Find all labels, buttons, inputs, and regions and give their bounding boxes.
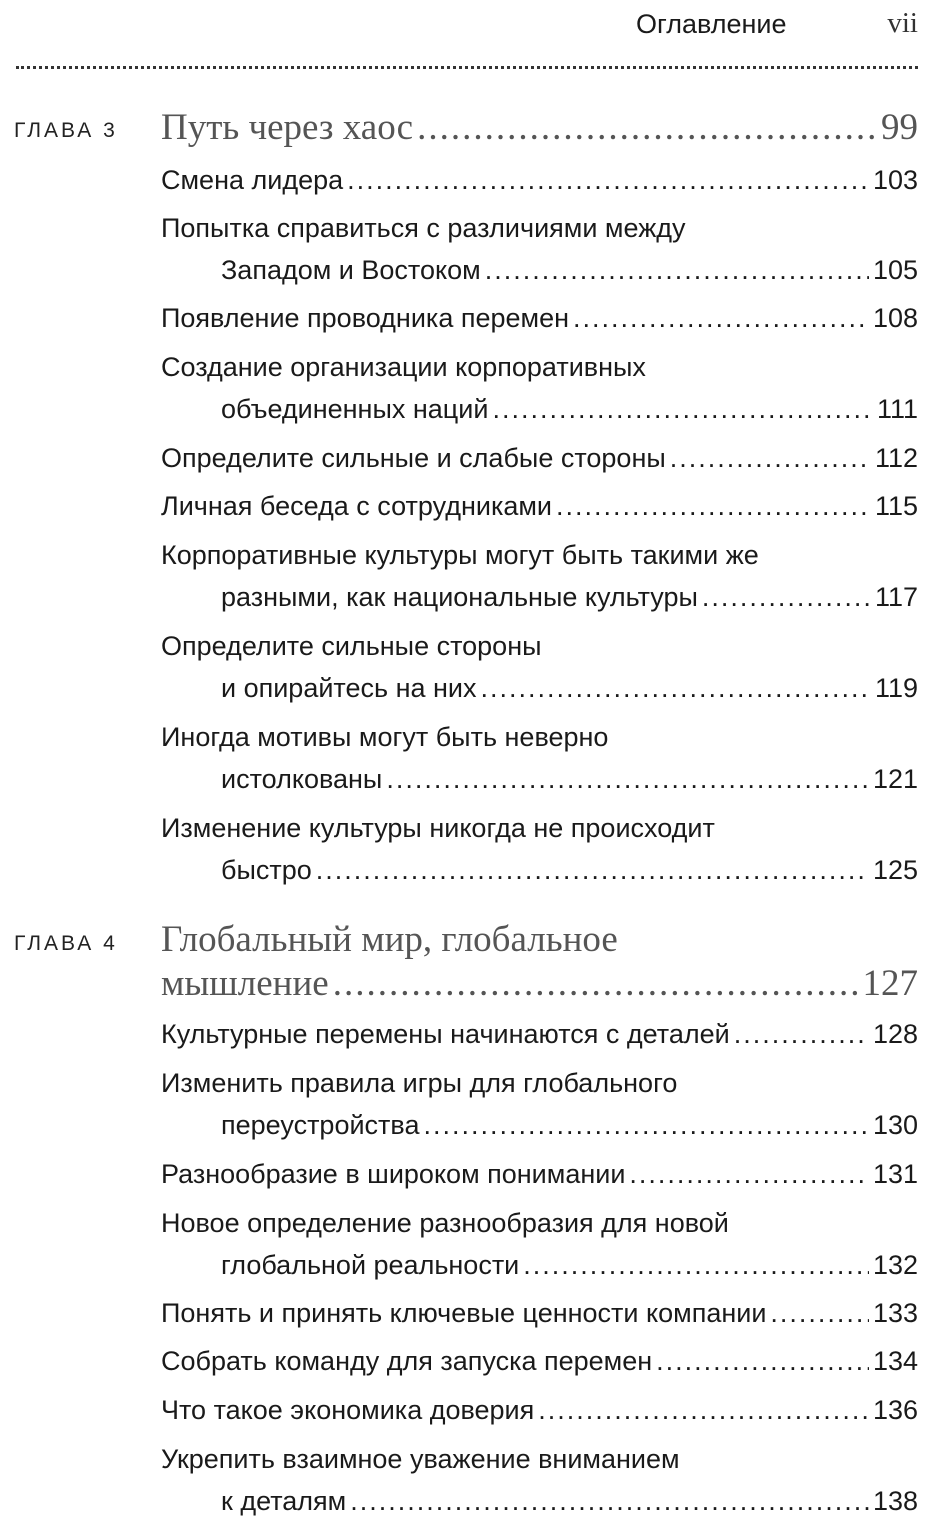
dot-leader <box>538 1390 869 1430</box>
toc-entry-page: 136 <box>872 1395 918 1425</box>
toc-entry-title-cont: к деталям <box>221 1486 347 1516</box>
dot-leader <box>481 668 871 708</box>
page-number: vii <box>887 7 918 39</box>
toc-entry[interactable] <box>161 438 918 478</box>
toc-entry-page: 111 <box>876 394 918 424</box>
toc-entry-title-cont: и опирайтесь на них <box>221 673 477 703</box>
toc-entry[interactable] <box>161 1154 918 1194</box>
dot-leader <box>492 389 873 429</box>
toc-entry-title[interactable]: Укрепить взаимное уважение вниманием <box>161 1444 680 1474</box>
toc-entry[interactable] <box>221 759 918 799</box>
toc-entry[interactable] <box>221 577 918 617</box>
dot-leader <box>347 160 869 200</box>
toc-entry-page: 133 <box>872 1298 918 1328</box>
toc-entry-title[interactable]: Корпоративные культуры могут быть такими же <box>161 540 759 570</box>
toc-entry-title: Смена лидера <box>161 165 344 195</box>
toc-entry-page: 115 <box>874 491 918 521</box>
dot-leader <box>417 106 877 150</box>
dot-leader <box>770 1293 869 1333</box>
chapter-page: 99 <box>881 107 918 148</box>
toc-entry-page: 117 <box>874 582 918 612</box>
toc-entry-page: 112 <box>874 443 918 473</box>
toc-entry-title-cont: глобальной реальности <box>221 1250 520 1280</box>
toc-entry-page: 119 <box>874 673 918 703</box>
toc-entry[interactable] <box>221 389 918 429</box>
toc-entry-page: 121 <box>872 764 918 794</box>
chapter-title[interactable]: Глобальный мир, глобальное <box>161 919 618 960</box>
dot-leader <box>556 486 871 526</box>
toc-entry-title[interactable]: Изменить правила игры для глобального <box>161 1068 678 1098</box>
toc-entry[interactable] <box>161 1390 918 1430</box>
running-header-title: Оглавление <box>636 9 787 39</box>
toc-entry-title-cont: быстро <box>221 855 312 885</box>
chapter-title-row[interactable] <box>161 106 918 150</box>
toc-entry-page: 125 <box>872 855 918 885</box>
dot-leader <box>423 1105 868 1145</box>
toc-entry-page: 132 <box>872 1250 918 1280</box>
toc-entry[interactable] <box>161 486 918 526</box>
toc-entry-title: Что такое экономика доверия <box>161 1395 535 1425</box>
toc-entry-title[interactable]: Попытка справиться с различиями между <box>161 213 686 243</box>
toc-entry-title-cont: объединенных наций <box>221 394 489 424</box>
toc-entry-page: 130 <box>872 1110 918 1140</box>
dot-leader <box>573 298 869 338</box>
header-dotted-rule <box>16 66 918 69</box>
dot-leader <box>670 438 871 478</box>
toc-entry[interactable] <box>221 1481 918 1521</box>
toc-entry[interactable] <box>221 1105 918 1145</box>
toc-entry[interactable] <box>161 160 918 200</box>
toc-entry-title[interactable]: Иногда мотивы могут быть неверно <box>161 722 609 752</box>
toc-entry-title: Разнообразие в широком понимании <box>161 1159 626 1189</box>
dot-leader <box>523 1245 869 1285</box>
toc-entry-title[interactable]: Определите сильные стороны <box>161 631 542 661</box>
toc-entry[interactable] <box>221 250 918 290</box>
toc-entry-page: 108 <box>872 303 918 333</box>
toc-entry-title: Личная беседа с сотрудниками <box>161 491 553 521</box>
toc-entry-title: Появление проводника перемен <box>161 303 569 333</box>
toc-entry[interactable] <box>221 1245 918 1285</box>
dot-leader <box>656 1341 869 1381</box>
chapter-title-row[interactable] <box>161 962 918 1006</box>
dot-leader <box>485 250 869 290</box>
toc-entry[interactable] <box>221 668 918 708</box>
toc-entry-page: 138 <box>872 1486 918 1516</box>
toc-entry[interactable] <box>221 850 918 890</box>
dot-leader <box>350 1481 869 1521</box>
toc-entry-page: 134 <box>872 1346 918 1376</box>
chapter-label: ГЛАВА 4 <box>14 932 118 955</box>
toc-entry-title-cont: разными, как национальные культуры <box>221 582 698 612</box>
toc-entry-page: 103 <box>872 165 918 195</box>
toc-entry-title-cont: истолкованы <box>221 764 383 794</box>
toc-entry-title[interactable]: Создание организации корпоративных <box>161 352 646 382</box>
toc-entry-title: Понять и принять ключевые ценности компании <box>161 1298 767 1328</box>
toc-entry-title-cont: Западом и Востоком <box>221 255 481 285</box>
toc-entry-title: Определите сильные и слабые стороны <box>161 443 666 473</box>
dot-leader <box>734 1014 869 1054</box>
chapter-title-cont: мышление <box>161 963 329 1004</box>
toc-entry-page: 105 <box>872 255 918 285</box>
chapter-label: ГЛАВА 3 <box>14 119 118 142</box>
toc-entry[interactable] <box>161 298 918 338</box>
toc-entry[interactable] <box>161 1293 918 1333</box>
toc-entry[interactable] <box>161 1341 918 1381</box>
toc-entry-title: Культурные перемены начинаются с деталей <box>161 1019 730 1049</box>
dot-leader <box>629 1154 869 1194</box>
toc-entry-page: 128 <box>872 1019 918 1049</box>
dot-leader <box>386 759 869 799</box>
toc-entry-title-cont: переустройства <box>221 1110 420 1140</box>
toc-entry[interactable] <box>161 1014 918 1054</box>
toc-entry-title: Собрать команду для запуска перемен <box>161 1346 653 1376</box>
toc-entry-title[interactable]: Новое определение разнообразия для новой <box>161 1208 729 1238</box>
dot-leader <box>702 577 871 617</box>
dot-leader <box>333 962 859 1006</box>
chapter-title: Путь через хаос <box>161 107 414 148</box>
toc-entry-title[interactable]: Изменение культуры никогда не происходит <box>161 813 715 843</box>
toc-entry-page: 131 <box>872 1159 918 1189</box>
dot-leader <box>316 850 869 890</box>
chapter-page: 127 <box>862 963 918 1004</box>
